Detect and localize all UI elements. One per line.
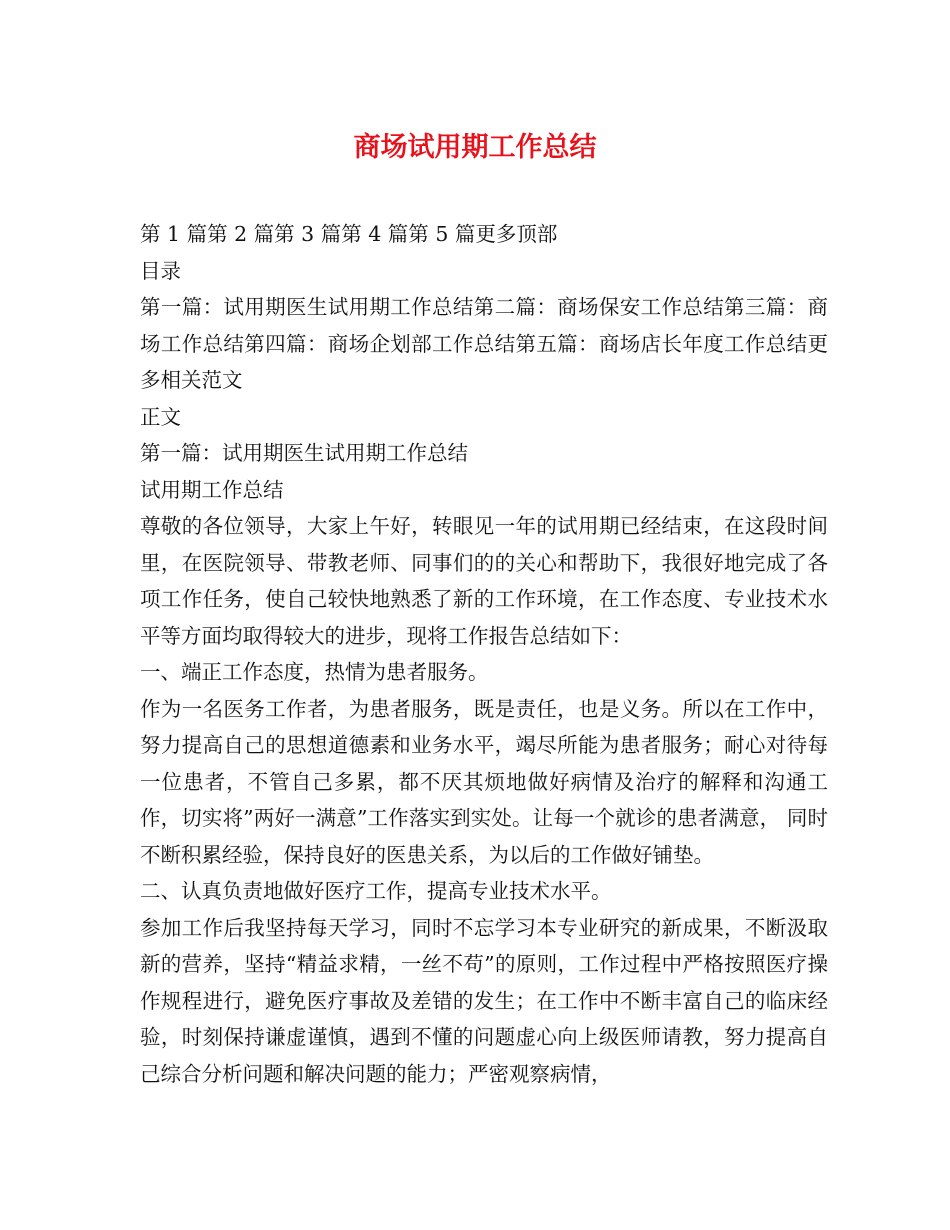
body-heading: 正文: [140, 404, 181, 429]
paragraph-intro: 尊敬的各位领导，大家上午好，转眼见一年的试用期已经结束，在这段时间里，在医院领导、带教老师、同事们的的关心和帮助下，我很好地完成了各项工作任务，使自己较快地熟悉了新的工作环境，在工作态度、专业技术水平等方面均取得较大的进步，现将工作报告总结如下：: [140, 514, 828, 648]
section-heading-1: 一、端正工作态度，热情为患者服务。: [140, 660, 489, 684]
paragraph-section-2: 参加工作后我坚持每天学习，同时不忘学习本专业研究的新成果，不断汲取新的营养，坚持“精益求精，一丝不苟”的原则，工作过程中严格按照医疗操作规程进行，避免医疗事故及差错的发生；在工作中不断丰富自己的临床经验，时刻保持谦虚谨慎，遇到不懂的问题虚心向上级医师请教，努力提高自己综合分析问题和解决问题的能力；严密观察病情，: [140, 915, 828, 1086]
toc-list: 第一篇：试用期医生试用期工作总结第二篇：商场保安工作总结第三篇：商场工作总结第四篇：商场企划部工作总结第五篇：商场店长年度工作总结更多相关范文: [140, 295, 828, 392]
document-body: [140, 216, 828, 1092]
article-heading: 第一篇：试用期医生试用期工作总结: [140, 441, 468, 465]
section-nav-line: 第 1 篇第 2 篇第 3 篇第 4 篇第 5 篇更多顶部: [140, 222, 558, 246]
toc-heading: 目录: [140, 258, 181, 283]
section-heading-2: 二、认真负责地做好医疗工作，提高专业技术水平。: [140, 879, 612, 903]
document-title: 商场试用期工作总结: [353, 132, 597, 163]
paragraph-section-1: 作为一名医务工作者，为患者服务，既是责任，也是义务。所以在工作中，努力提高自己的思想道德素和业务水平，竭尽所能为患者服务；耐心对待每一位患者，不管自己多累，都不厌其烦地做好病情及治疗的解释和沟通工作，切实将”两好一满意”工作落实到实处。让每一个就诊的患者满意， 同时不断积累经验，保持良好的医患关系，为以后的工作做好铺垫。: [140, 696, 828, 867]
article-subtitle: 试用期工作总结: [140, 477, 284, 502]
